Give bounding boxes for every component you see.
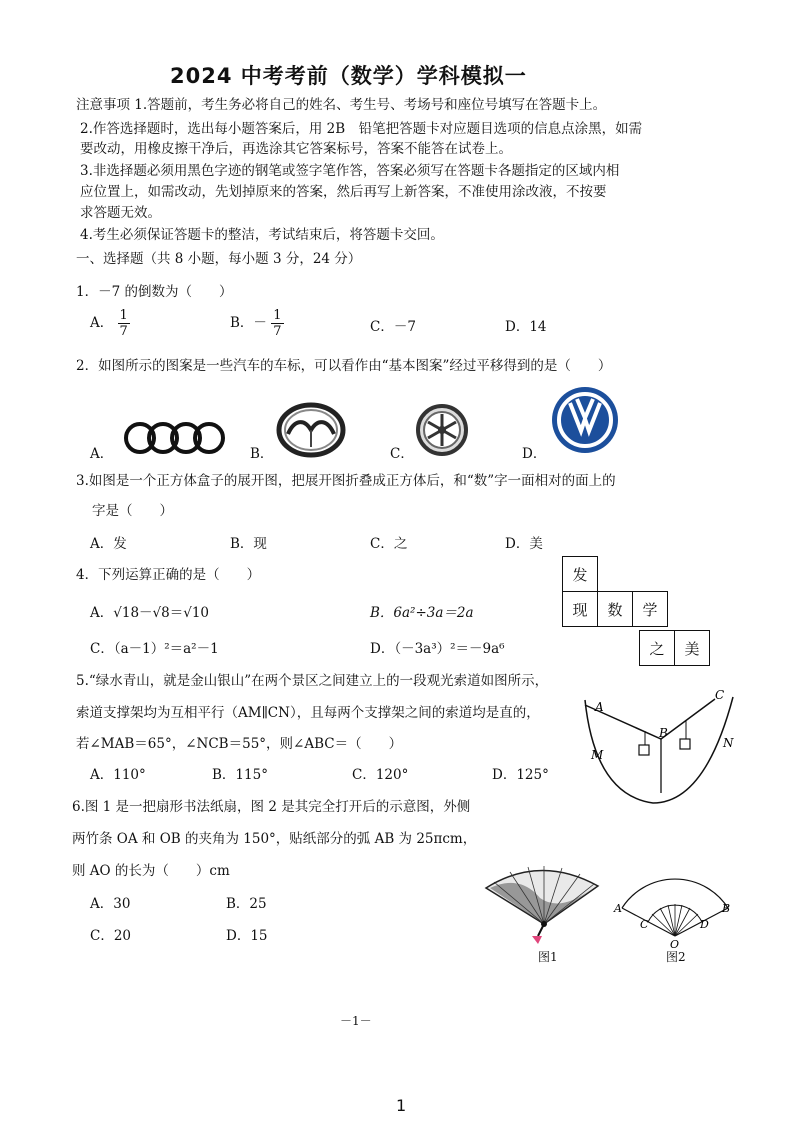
q5-stem-2: 索道支撑架均为互相平行（AM∥CN），且每两个支撑架之间的索道均是直的， [76,705,540,721]
fan-label-o: O [670,938,680,950]
net-cell-6: 美 [674,630,710,666]
q5-option-c: C．120° [352,767,409,783]
notes-line-2: 2.作答选择题时，选出每小题答案后，用 2B 铅笔把答题卡对应题目选项的信息点涂黑，如需 [80,121,643,137]
q1-a-den: 7 [119,324,128,339]
label-b: B [659,726,668,740]
notes-line-5: 应位置上，如需改动，先划掉原来的答案，然后再写上新答案，不准使用涂改液，不按要 [80,184,607,200]
q3-stem-2: 字是（ ） [92,503,173,519]
q6-option-b: B．25 [226,896,267,912]
q2-option-a: A． [90,446,114,462]
label-c: C [715,688,725,702]
q2-stem: 2．如图所示的图案是一些汽车的车标，可以看作由“基本图案”经过平移得到的是（ ） [76,358,612,374]
fan-label-d: D [700,918,709,931]
cableway-diagram [575,685,745,807]
q6-option-a: A．30 [90,896,131,912]
q4-option-c: C．（a－1）²＝a²－1 [90,641,219,657]
net-cell-3: 数 [597,591,633,627]
q6-option-d: D．15 [226,928,268,944]
label-n: N [723,736,734,750]
q2-option-b: B． [250,446,274,462]
q1-a-num: 1 [119,308,128,323]
q1-a-fraction [118,308,130,339]
fan-label-c: C [640,918,649,931]
page-number: 1 [396,1096,407,1115]
notes-line-4: 3.非选择题必须用黑色字迹的钢笔或签字笔作答，答案必须写在答题卡各题指定的区域内相 [80,163,620,179]
q1-b-label: B．－ [230,315,267,331]
q2-option-c: C． [390,446,414,462]
section-heading: 一、选择题（共 8 小题，每小题 3 分，24 分） [76,251,362,267]
notes-line-1: 注意事项 1.答题前，考生务必将自己的姓名、考生号、考场号和座位号填写在答题卡上。 [76,97,607,113]
q3-option-c: C．之 [370,536,408,552]
q3-stem-1: 3.如图是一个正方体盒子的展开图，把展开图折叠成正方体后，和“数”字一面相对的面上的 [76,473,616,489]
q1-a-label: A． [90,315,114,331]
q4-option-d: D．（－3a³）²＝－9a⁶ [370,641,505,657]
q3-option-a: A．发 [90,536,127,552]
q4-stem: 4．下列运算正确的是（ ） [76,567,261,583]
net-cell-1: 发 [562,556,598,592]
net-cell-5: 之 [639,630,675,666]
q6-stem-1: 6.图 1 是一把扇形书法纸扇，图 2 是其完全打开后的示意图，外侧 [72,799,471,815]
net-cell-2: 现 [562,591,598,627]
q1-b-fraction [271,308,283,339]
q6-option-c: C．20 [90,928,132,944]
q5-stem-1: 5.“绿水青山，就是金山银山”在两个景区之间建立上的一段观光索道如图所示， [76,673,549,689]
q1-option-a [90,308,130,339]
volkswagen-logo-icon [550,385,620,455]
q3-option-b: B．现 [230,536,267,552]
label-m: M [591,748,604,762]
q1-option-b [230,308,284,339]
q1-option-d: D．14 [505,319,547,335]
fan-label-a: A [614,902,622,915]
net-cell-4: 学 [632,591,668,627]
q3-option-d: D．美 [505,536,543,552]
q6-stem-3: 则 AO 的长为（ ）cm [72,863,230,879]
notes-line-6: 求答题无效。 [80,205,161,221]
q1-option-c: C．－7 [370,319,416,335]
q1-stem: 1．－7 的倒数为（ ） [76,284,233,300]
page-title: 2024 中考考前（数学）学科模拟一 [170,64,527,88]
fig2-caption: 图2 [666,950,686,964]
q2-option-d: D． [522,446,547,462]
q4-option-b: B．6a²÷3a＝2a [370,605,474,621]
fan-diagram-figure [612,870,738,950]
q1-b-den: 7 [273,324,282,339]
audi-logo-icon [120,420,230,456]
q5-option-d: D．125° [492,767,549,783]
fig1-caption: 图1 [538,950,558,964]
q4-option-a: A．√18－√8＝√10 [90,605,210,621]
notes-line-3: 要改动，用橡皮擦干净后，再选涂其它答案标号，答案不能答在试卷上。 [80,141,512,157]
fan-photo-figure [480,858,606,953]
q6-stem-2: 两竹条 OA 和 OB 的夹角为 150°，贴纸部分的弧 AB 为 25πcm， [72,831,477,847]
q1-b-num: 1 [273,308,282,323]
mazda-logo-icon [276,402,346,458]
fan-label-b: B [722,902,731,915]
q5-option-b: B．115° [212,767,268,783]
footer-page-marker: －1－ [340,1014,372,1028]
notes-line-7: 4.考生必须保证答题卡的整洁，考试结束后，将答题卡交回。 [80,227,444,243]
q5-option-a: A．110° [90,767,146,783]
q5-stem-3: 若∠MAB＝65°，∠NCB＝55°，则∠ABC＝（ ） [76,736,403,752]
star-wheel-logo-icon [414,402,470,458]
label-a: A [595,700,604,714]
